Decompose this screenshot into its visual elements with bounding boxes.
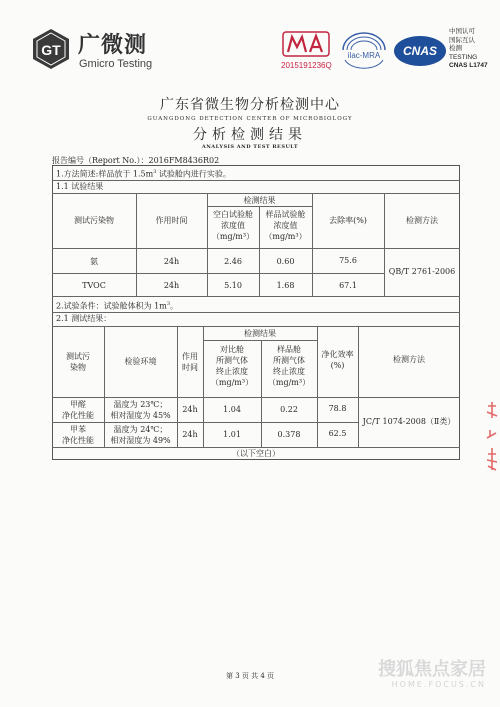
cma-logo-icon bbox=[282, 30, 330, 58]
row-time: 24h bbox=[163, 257, 180, 266]
header-time: 作用时间 bbox=[155, 216, 188, 225]
header-test-method: 检测方法 bbox=[406, 216, 438, 225]
header-efficiency: 净化效率 (%) bbox=[321, 350, 354, 370]
section2-subtitle: 2.1 测试结果： bbox=[56, 314, 112, 323]
method-description: 1.方法简述:样品放于 $1.5m^3$ 试验舱内进行实验。 bbox=[56, 169, 231, 179]
header-pollutant: 测试污 染物 bbox=[66, 352, 90, 372]
row-control-value: 1.01 bbox=[223, 430, 241, 439]
row-efficiency: 62.5 bbox=[328, 429, 347, 438]
svg-text:ilac-MRA: ilac-MRA bbox=[347, 51, 381, 60]
watermark-url: HOME.FOCUS.CN bbox=[391, 680, 486, 689]
page-number: 第 3 页 共 4 页 bbox=[225, 672, 275, 680]
cnas-line: CNAS L1747 bbox=[449, 62, 488, 69]
gt-logo-icon bbox=[30, 28, 72, 70]
center-title-cn: 广东省微生物分析检测中心 bbox=[160, 97, 340, 113]
cnas-line: 检测 bbox=[449, 45, 462, 52]
row-pollutant: 甲苯 净化性能 bbox=[62, 425, 94, 445]
test-method-value: QB/T 2761-2006 bbox=[388, 267, 456, 276]
row-pollutant: 氨 bbox=[90, 257, 98, 266]
header-results-group: 检测结果 bbox=[243, 196, 276, 205]
report-number: 报告编号（Report No.）：2016FM8436R02 bbox=[52, 156, 220, 165]
watermark: 搜狐焦点家居 bbox=[378, 659, 486, 680]
header-sample-chamber: 样品试验舱 浓度值 （mg/m³） bbox=[264, 210, 307, 241]
row-sample-value: 0.378 bbox=[277, 430, 301, 439]
cma-number: 2015191236Q bbox=[281, 61, 332, 70]
test-method-value: JC/T 1074-2008（Ⅱ类） bbox=[362, 417, 456, 426]
cnas-line: 国际互认 bbox=[449, 36, 475, 44]
row-blank-value: 2.46 bbox=[224, 257, 242, 266]
report-title-cn: 分析检测结果 bbox=[193, 127, 307, 143]
row-environment: 温度为 23℃； 相对湿度为 45% bbox=[110, 400, 171, 420]
row-time: 24h bbox=[182, 430, 198, 439]
gt-logo-text: GT bbox=[41, 42, 61, 58]
row-sample-value: 0.60 bbox=[276, 257, 295, 266]
ilac-mra-logo-icon bbox=[337, 30, 391, 74]
brand-name-cn: 广微测 bbox=[78, 33, 148, 58]
row-environment: 温度为 24℃； 相对湿度为 49% bbox=[110, 425, 171, 445]
header-time: 作用 时间 bbox=[182, 352, 198, 372]
header-removal-rate: 去除率(%) bbox=[329, 216, 367, 225]
row-sample-value: 1.68 bbox=[276, 281, 295, 290]
row-pollutant: 甲醛 净化性能 bbox=[62, 400, 94, 420]
header-environment: 检验环境 bbox=[124, 357, 157, 366]
report-title-en: ANALYSIS AND TEST RESULT bbox=[201, 144, 299, 150]
row-time: 24h bbox=[182, 405, 198, 414]
cnas-line: 中国认可 bbox=[449, 28, 475, 35]
header-test-method: 检测方法 bbox=[393, 355, 425, 364]
section1-subtitle: 1.1 试验结果 bbox=[56, 182, 104, 191]
row-rate: 67.1 bbox=[339, 281, 357, 290]
center-title-en: GUANGDONG DETECTION CENTER OF MICROBIOLOGY bbox=[147, 116, 353, 122]
row-control-value: 1.04 bbox=[223, 405, 241, 414]
row-pollutant: TVOC bbox=[82, 281, 106, 290]
header-control-chamber: 对比舱 所测气体 终止浓度 （mg/m³） bbox=[210, 345, 254, 387]
blank-note: （以下空白） bbox=[232, 449, 280, 458]
row-sample-value: 0.22 bbox=[280, 405, 298, 414]
brand-name-en: Gmicro Testing bbox=[79, 58, 153, 70]
header-pollutant: 测试污染物 bbox=[74, 216, 114, 225]
header-sample-chamber: 样品舱 所测气体 终止浓度 （mg/m³） bbox=[267, 345, 311, 387]
row-rate: 75.6 bbox=[339, 256, 357, 265]
cnas-logo-icon bbox=[393, 34, 447, 68]
cnas-line: TESTING bbox=[449, 53, 478, 61]
row-efficiency: 78.8 bbox=[328, 404, 347, 413]
cnas-text bbox=[449, 28, 488, 71]
test-conditions: 2.试验条件：试验舱体积为 $1m^3$。 bbox=[56, 301, 179, 311]
header-blank-chamber: 空白试验舱 浓度值 （mg/m³） bbox=[211, 210, 255, 241]
header-results-group: 检测结果 bbox=[244, 329, 276, 338]
svg-text:CNAS: CNAS bbox=[402, 44, 438, 58]
row-time: 24h bbox=[163, 281, 180, 290]
row-blank-value: 5.10 bbox=[224, 281, 242, 290]
stamp-fragment-icon bbox=[482, 400, 500, 480]
